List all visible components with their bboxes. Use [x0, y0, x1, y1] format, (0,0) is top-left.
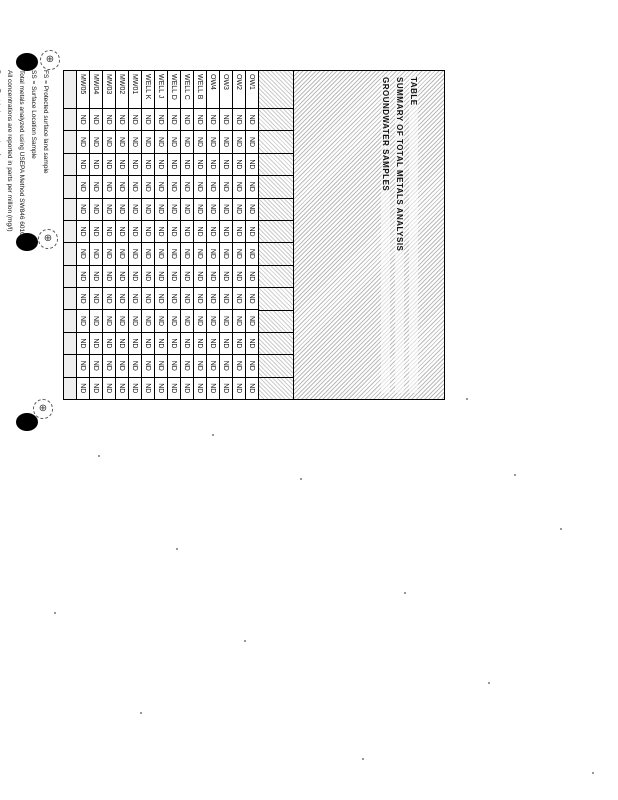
result-cell: ND — [116, 265, 129, 287]
punch-hole-top — [16, 53, 38, 71]
result-cell: ND — [116, 153, 129, 175]
result-cell: ND — [129, 220, 142, 242]
result-cell: ND — [194, 310, 207, 332]
result-cell: ND — [155, 131, 168, 153]
table-row — [142, 71, 155, 400]
result-cell: ND — [155, 288, 168, 310]
result-cell: ND — [233, 198, 246, 220]
result-cell: ND — [116, 176, 129, 198]
scan-mark-top: ⊕ — [40, 50, 60, 70]
result-cell: ND — [129, 332, 142, 354]
result-cell: ND — [90, 355, 103, 377]
result-cell: ND — [246, 176, 259, 198]
result-cell: ND — [90, 131, 103, 153]
table-row — [168, 71, 181, 400]
table-subtitle: GROUNDWATER SAMPLES — [381, 77, 390, 393]
result-cell: ND — [181, 131, 194, 153]
result-cell: ND — [129, 109, 142, 131]
result-cell: ND — [181, 198, 194, 220]
result-cell: ND — [194, 153, 207, 175]
column-header — [259, 287, 293, 309]
column-header — [259, 310, 293, 332]
sample-location-cell: WELL J — [155, 71, 168, 109]
result-cell: ND — [181, 265, 194, 287]
result-cell: ND — [103, 265, 116, 287]
result-cell: ND — [103, 332, 116, 354]
sample-location-cell: WELL B — [194, 71, 207, 109]
note-line: SS = Surface Location Sample — [30, 70, 37, 159]
result-cell: ND — [90, 288, 103, 310]
result-cell: ND — [181, 153, 194, 175]
result-cell: ND — [90, 153, 103, 175]
result-cell: ND — [194, 198, 207, 220]
result-cell: ND — [207, 198, 220, 220]
sample-location-cell: WELL K — [142, 71, 155, 109]
result-cell: ND — [220, 176, 233, 198]
scan-speck — [176, 548, 178, 550]
result-cell: ND — [246, 355, 259, 377]
result-cell: ND — [233, 176, 246, 198]
result-cell: ND — [103, 198, 116, 220]
result-cell: ND — [233, 377, 246, 400]
sample-location-cell: OW1 — [246, 71, 259, 109]
result-cell: ND — [220, 198, 233, 220]
result-cell: ND — [207, 355, 220, 377]
result-cell: ND — [116, 355, 129, 377]
result-cell: ND — [194, 243, 207, 265]
result-cell: ND — [142, 220, 155, 242]
sample-location-cell: OW3 — [220, 71, 233, 109]
result-cell: ND — [77, 265, 90, 287]
result-cell: ND — [77, 153, 90, 175]
result-cell: ND — [207, 332, 220, 354]
result-cell: ND — [194, 288, 207, 310]
result-cell: ND — [90, 243, 103, 265]
scan-speck — [300, 478, 302, 480]
result-cell: ND — [246, 243, 259, 265]
result-cell: ND — [155, 355, 168, 377]
table-row — [181, 71, 194, 400]
scan-mark-middle: ⊕ — [38, 229, 58, 249]
scan-speck — [54, 612, 56, 614]
note-line: Total metals analyzed using USEPA Method SW846 6010 — [18, 70, 25, 236]
table-row — [77, 71, 90, 400]
result-cell: ND — [116, 109, 129, 131]
result-cell: ND — [194, 109, 207, 131]
result-cell: ND — [77, 176, 90, 198]
result-cell: ND — [233, 332, 246, 354]
column-header — [259, 71, 293, 108]
result-cell: ND — [103, 243, 116, 265]
result-cell: ND — [116, 332, 129, 354]
result-cell: ND — [233, 310, 246, 332]
result-cell: ND — [103, 220, 116, 242]
detection-limit-cell — [64, 109, 77, 131]
result-cell: ND — [90, 310, 103, 332]
result-cell: ND — [116, 198, 129, 220]
detection-limit-cell — [64, 153, 77, 175]
detection-limit-row — [64, 71, 77, 400]
result-cell: ND — [246, 198, 259, 220]
column-header — [259, 198, 293, 220]
table-notes — [0, 70, 51, 400]
result-cell: ND — [194, 265, 207, 287]
result-cell: ND — [220, 310, 233, 332]
result-cell: ND — [168, 109, 181, 131]
result-cell: ND — [168, 288, 181, 310]
column-header-row — [259, 70, 294, 400]
table-title: SUMMARY OF TOTAL METALS ANALYSIS — [395, 77, 404, 393]
result-cell: ND — [220, 377, 233, 400]
result-cell: ND — [116, 220, 129, 242]
sample-location-cell: MW05 — [77, 71, 90, 109]
sample-location-cell: OW2 — [233, 71, 246, 109]
result-cell: ND — [207, 377, 220, 400]
result-cell: ND — [246, 332, 259, 354]
table-row — [155, 71, 168, 400]
scan-speck — [212, 434, 214, 436]
result-cell: ND — [181, 243, 194, 265]
result-cell: ND — [77, 355, 90, 377]
result-cell: ND — [155, 243, 168, 265]
result-cell: ND — [77, 131, 90, 153]
result-cell: ND — [207, 109, 220, 131]
result-cell: ND — [233, 131, 246, 153]
result-cell: ND — [246, 265, 259, 287]
column-header — [259, 153, 293, 175]
result-cell: ND — [181, 355, 194, 377]
result-cell: ND — [168, 355, 181, 377]
result-cell: ND — [142, 332, 155, 354]
sample-location-cell: MW02 — [116, 71, 129, 109]
result-cell: ND — [155, 176, 168, 198]
punch-hole-bottom — [16, 413, 38, 431]
result-cell: ND — [168, 131, 181, 153]
result-cell: ND — [246, 288, 259, 310]
column-header — [259, 220, 293, 242]
result-cell: ND — [90, 198, 103, 220]
result-cell: ND — [142, 109, 155, 131]
result-cell: ND — [116, 243, 129, 265]
result-cell: ND — [194, 131, 207, 153]
result-cell: ND — [233, 109, 246, 131]
result-cell: ND — [181, 109, 194, 131]
detection-limit-cell — [64, 310, 77, 332]
result-cell: ND — [233, 355, 246, 377]
result-cell: ND — [246, 153, 259, 175]
result-cell: ND — [207, 243, 220, 265]
result-cell: ND — [155, 377, 168, 400]
result-cell: ND — [168, 243, 181, 265]
result-cell: ND — [142, 243, 155, 265]
rotated-document — [6, 70, 445, 400]
result-cell: ND — [116, 131, 129, 153]
sample-location-cell: OW4 — [207, 71, 220, 109]
note-line: FS = Protected surface land sample — [42, 70, 49, 174]
results-table — [63, 70, 259, 400]
result-cell: ND — [233, 243, 246, 265]
result-cell: ND — [142, 265, 155, 287]
result-cell: ND — [116, 288, 129, 310]
result-cell: ND — [116, 377, 129, 400]
result-cell: ND — [207, 176, 220, 198]
table-row — [233, 71, 246, 400]
result-cell: ND — [77, 243, 90, 265]
result-cell: ND — [246, 109, 259, 131]
result-cell: ND — [220, 131, 233, 153]
result-cell: ND — [77, 377, 90, 400]
result-cell: ND — [129, 153, 142, 175]
result-cell: ND — [116, 310, 129, 332]
result-cell: ND — [129, 377, 142, 400]
detection-limit-cell — [64, 131, 77, 153]
result-cell: ND — [207, 131, 220, 153]
scan-speck — [98, 455, 100, 457]
result-cell: ND — [233, 288, 246, 310]
result-cell: ND — [142, 176, 155, 198]
result-cell: ND — [194, 220, 207, 242]
result-cell: ND — [142, 377, 155, 400]
result-cell: ND — [77, 109, 90, 131]
table-header-block — [294, 70, 445, 400]
result-cell: ND — [103, 355, 116, 377]
result-cell: ND — [168, 176, 181, 198]
result-cell: ND — [90, 377, 103, 400]
result-cell: ND — [168, 265, 181, 287]
column-header — [259, 130, 293, 152]
result-cell: ND — [220, 355, 233, 377]
scan-speck — [362, 758, 364, 760]
sample-location-cell: WELL D — [168, 71, 181, 109]
result-cell: ND — [90, 220, 103, 242]
result-cell: ND — [155, 310, 168, 332]
result-cell: ND — [90, 176, 103, 198]
result-cell: ND — [168, 220, 181, 242]
column-header — [259, 332, 293, 354]
result-cell: ND — [155, 332, 168, 354]
table-row — [194, 71, 207, 400]
scan-speck — [404, 592, 406, 594]
result-cell: ND — [194, 332, 207, 354]
table-row — [103, 71, 116, 400]
result-cell: ND — [77, 332, 90, 354]
result-cell: ND — [220, 109, 233, 131]
result-cell: ND — [103, 310, 116, 332]
result-cell: ND — [194, 176, 207, 198]
result-cell: ND — [233, 220, 246, 242]
table-row — [220, 71, 233, 400]
result-cell: ND — [220, 220, 233, 242]
table-row — [116, 71, 129, 400]
result-cell: ND — [168, 332, 181, 354]
column-header — [259, 377, 293, 399]
result-cell: ND — [246, 377, 259, 400]
result-cell: ND — [168, 377, 181, 400]
sample-location-cell: MW03 — [103, 71, 116, 109]
detection-limit-cell — [64, 71, 77, 109]
column-header — [259, 242, 293, 264]
result-cell: ND — [90, 332, 103, 354]
detection-limit-cell — [64, 220, 77, 242]
result-cell: ND — [181, 176, 194, 198]
result-cell: ND — [181, 332, 194, 354]
table-row — [246, 71, 259, 400]
result-cell: ND — [103, 131, 116, 153]
detection-limit-cell — [64, 243, 77, 265]
result-cell: ND — [181, 310, 194, 332]
result-cell: ND — [103, 377, 116, 400]
result-cell: ND — [129, 243, 142, 265]
result-cell: ND — [129, 131, 142, 153]
result-cell: ND — [220, 265, 233, 287]
result-cell: ND — [207, 288, 220, 310]
result-cell: ND — [90, 265, 103, 287]
detection-limit-cell — [64, 355, 77, 377]
result-cell: ND — [103, 153, 116, 175]
result-cell: ND — [129, 198, 142, 220]
result-cell: ND — [181, 220, 194, 242]
scan-speck — [592, 772, 594, 774]
sample-location-cell: MW04 — [90, 71, 103, 109]
result-cell: ND — [155, 198, 168, 220]
result-cell: ND — [129, 355, 142, 377]
table-row — [207, 71, 220, 400]
column-header — [259, 354, 293, 376]
result-cell: ND — [77, 198, 90, 220]
result-cell: ND — [103, 176, 116, 198]
result-cell: ND — [155, 220, 168, 242]
scan-speck — [244, 640, 246, 642]
column-header — [259, 175, 293, 197]
result-cell: ND — [246, 310, 259, 332]
note-line: All concentrations are reported in parts per million (mg/l) — [6, 70, 13, 232]
detection-limit-cell — [64, 176, 77, 198]
detection-limit-cell — [64, 332, 77, 354]
result-cell: ND — [207, 220, 220, 242]
scan-mark-bottom: ⊕ — [33, 399, 53, 419]
scan-speck — [514, 474, 516, 476]
result-cell: ND — [142, 198, 155, 220]
result-cell: ND — [194, 355, 207, 377]
result-cell: ND — [142, 355, 155, 377]
column-header — [259, 108, 293, 130]
result-cell: ND — [77, 310, 90, 332]
result-cell: ND — [142, 131, 155, 153]
sample-location-cell: WELL C — [181, 71, 194, 109]
result-cell: ND — [181, 288, 194, 310]
result-cell: ND — [207, 265, 220, 287]
result-cell: ND — [155, 265, 168, 287]
result-cell: ND — [207, 153, 220, 175]
result-cell: ND — [220, 332, 233, 354]
note-line — [0, 70, 3, 400]
result-cell: ND — [233, 265, 246, 287]
detection-limit-cell — [64, 288, 77, 310]
result-cell: ND — [155, 153, 168, 175]
result-cell: ND — [246, 131, 259, 153]
result-cell: ND — [142, 153, 155, 175]
result-cell: ND — [90, 109, 103, 131]
result-cell: ND — [103, 288, 116, 310]
result-cell: ND — [246, 220, 259, 242]
detection-limit-cell — [64, 377, 77, 400]
result-cell: ND — [194, 377, 207, 400]
column-header — [259, 265, 293, 287]
result-cell: ND — [220, 288, 233, 310]
detection-limit-cell — [64, 198, 77, 220]
scan-speck — [140, 712, 142, 714]
result-cell: ND — [142, 310, 155, 332]
result-cell: ND — [155, 109, 168, 131]
table-label: TABLE — [409, 77, 418, 393]
result-cell: ND — [207, 310, 220, 332]
result-cell: ND — [220, 153, 233, 175]
result-cell: ND — [129, 265, 142, 287]
result-cell: ND — [220, 243, 233, 265]
result-cell: ND — [168, 198, 181, 220]
table-row — [90, 71, 103, 400]
result-cell: ND — [168, 310, 181, 332]
result-cell: ND — [168, 153, 181, 175]
scan-speck — [560, 528, 562, 530]
result-cell: ND — [129, 310, 142, 332]
sample-location-cell: MW01 — [129, 71, 142, 109]
result-cell: ND — [181, 377, 194, 400]
result-cell: ND — [77, 220, 90, 242]
result-cell: ND — [77, 288, 90, 310]
scan-speck — [466, 398, 468, 400]
scan-speck — [488, 682, 490, 684]
detection-limit-cell — [64, 265, 77, 287]
result-cell: ND — [103, 109, 116, 131]
table-row — [129, 71, 142, 400]
result-cell: ND — [233, 153, 246, 175]
result-cell: ND — [129, 288, 142, 310]
result-cell: ND — [142, 288, 155, 310]
result-cell: ND — [129, 176, 142, 198]
